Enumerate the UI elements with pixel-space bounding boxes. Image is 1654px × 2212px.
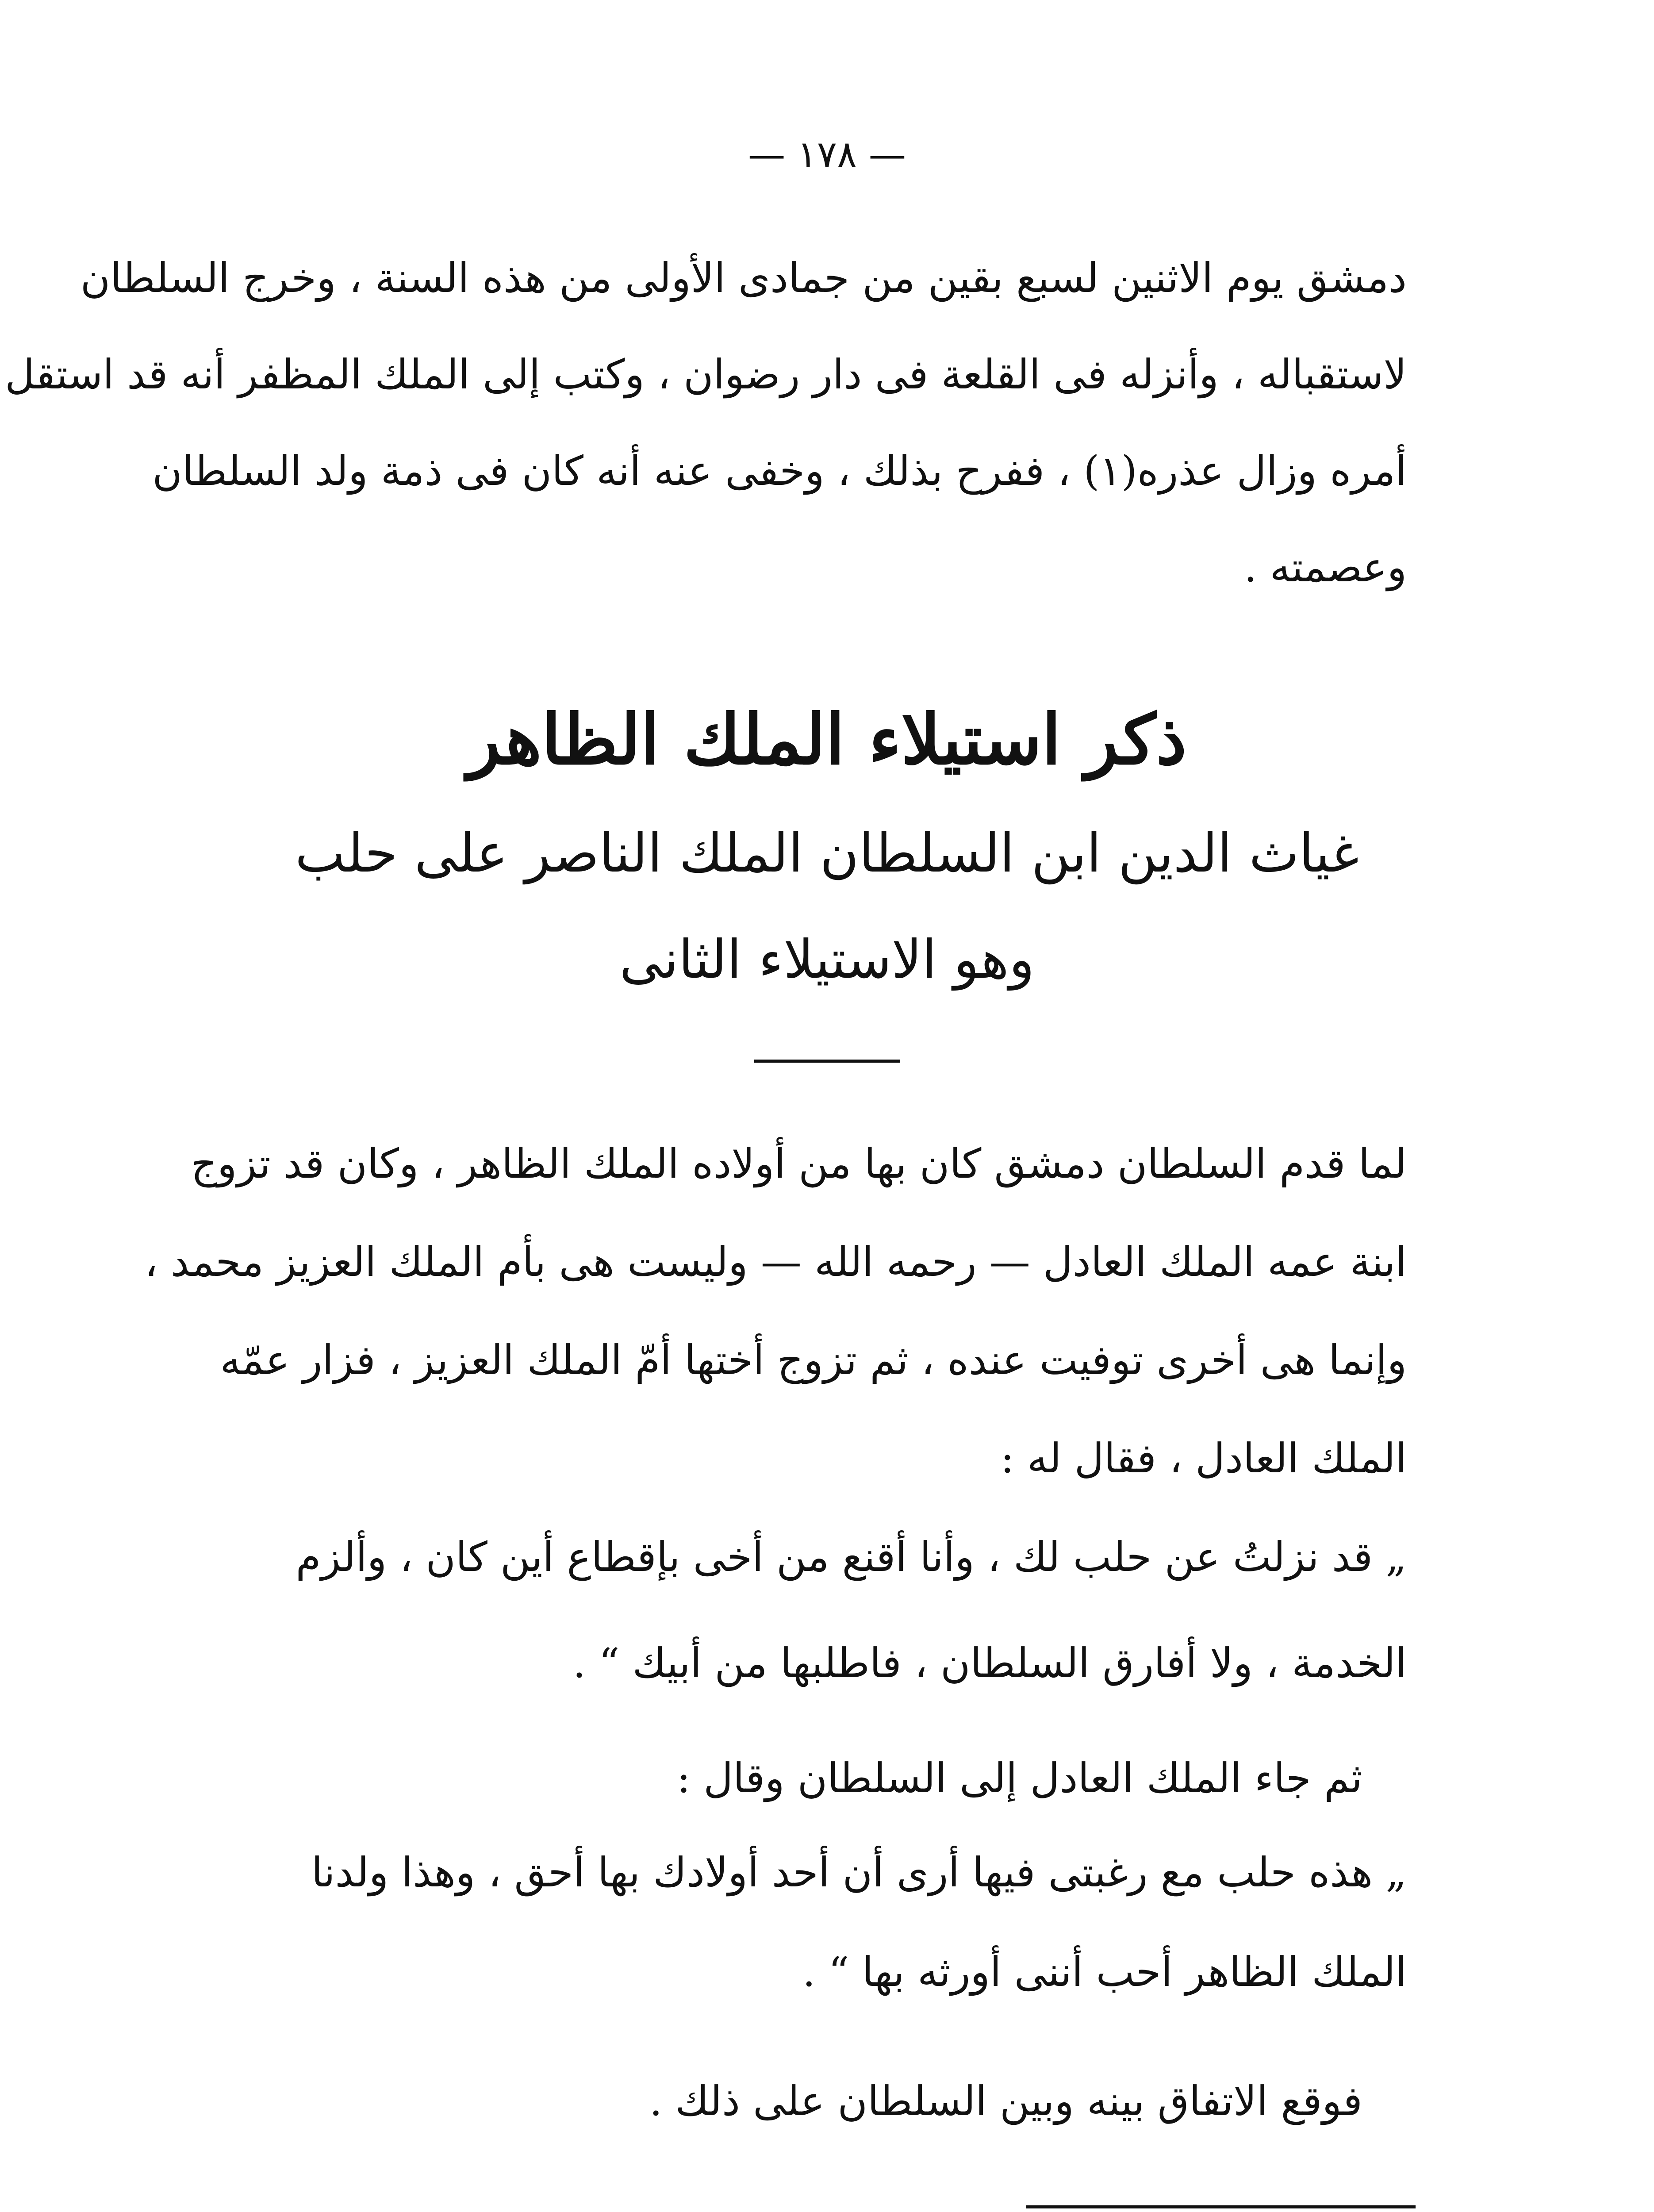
- text-line: الملك العادل ، فقال له :: [1000, 1435, 1407, 1482]
- text-line: ثم جاء الملك العادل إلى السلطان وقال :: [676, 1755, 1362, 1802]
- paragraph-conclusion: [248, 2057, 1362, 2146]
- text-line: وإنما هى أخرى توفيت عنده ، ثم تزوج أختها أمّ الملك العزيز ، فزار عمّه: [220, 1336, 1407, 1384]
- text-line: „ قد نزلتُ عن حلب لك ، وأنا أقنع من أخى بإقطاع أين كان ، وألزم: [295, 1533, 1407, 1581]
- quotation-2: [248, 1823, 1407, 2022]
- quotation-1: [248, 1504, 1407, 1717]
- footnote-divider: [1026, 2205, 1416, 2208]
- text-line: وعصمته .: [1244, 544, 1407, 591]
- paragraph-transition: [248, 1734, 1362, 1823]
- section-heading-subtitle-2: وهو الاستيلاء الثانى: [619, 929, 1035, 991]
- text-line: فوقع الاتفاق بينه وبين السلطان على ذلك .: [649, 2078, 1362, 2125]
- section-heading-subtitle: غياث الدين ابن السلطان الملك الناصر على حلب: [295, 823, 1359, 884]
- text-line: „ هذه حلب مع رغبتى فيها أرى أن أحد أولادك بها أحق ، وهذا ولدنا: [311, 1849, 1407, 1896]
- text-line: لاستقباله ، وأنزله فى القلعة فى دار رضوان ، وكتب إلى الملك المظفر أنه قد استقل: [5, 351, 1407, 398]
- text-line: الخدمة ، ولا أفارق السلطان ، فاطلبها من أبيك “ .: [572, 1640, 1407, 1687]
- paragraph-continuation: [5, 230, 1407, 616]
- paragraph-opening: [145, 1115, 1407, 1508]
- text-line: ابنة عمه الملك العادل — رحمه الله — وليست هى بأم الملك العزيز محمد ،: [145, 1238, 1407, 1286]
- text-line: الملك الظاهر أحب أننى أورثه بها “ .: [802, 1948, 1407, 1996]
- section-heading-title: ذكر استيلاء الملك الظاهر: [467, 699, 1187, 780]
- text-line: لما قدم السلطان دمشق كان بها من أولاده الملك الظاهر ، وكان قد تزوج: [191, 1140, 1407, 1187]
- heading-divider: [754, 1060, 900, 1063]
- page-number: — ١٧٨ —: [748, 133, 906, 176]
- text-line: دمشق يوم الاثنين لسبع بقين من جمادى الأولى من هذه السنة ، وخرج السلطان: [80, 254, 1407, 302]
- text-line: أمره وزال عذره(١) ، ففرح بذلك ، وخفى عنه أنه كان فى ذمة ولد السلطان: [152, 447, 1407, 495]
